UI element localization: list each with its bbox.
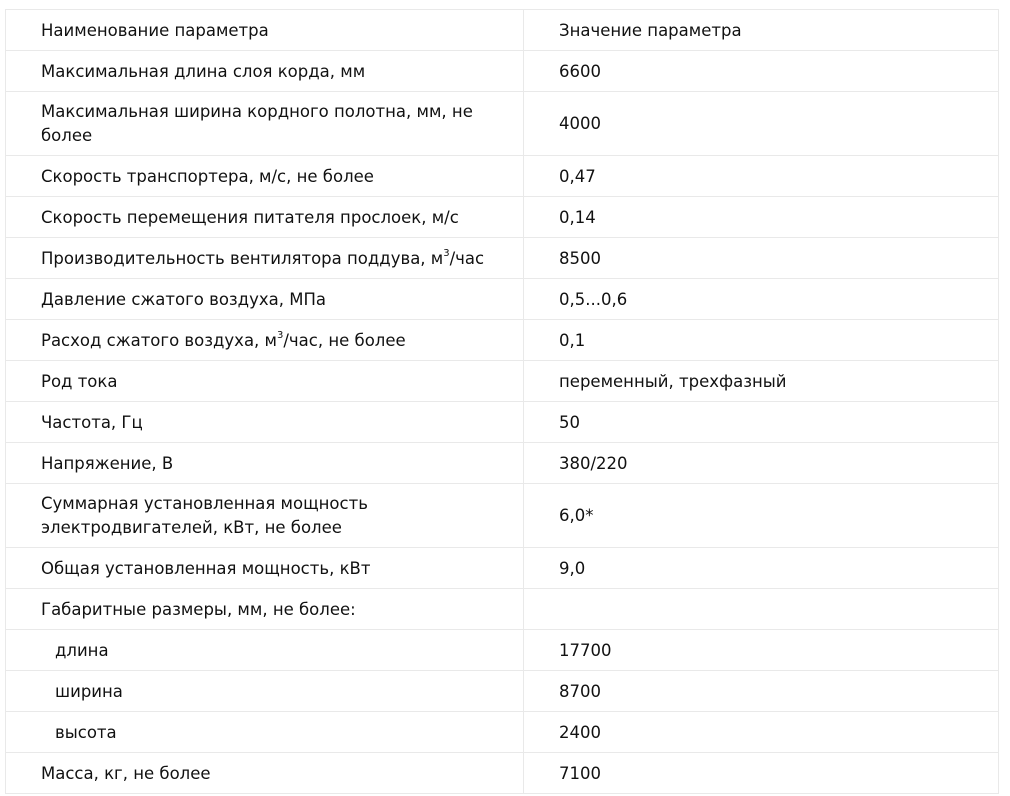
param-name: длина <box>6 630 524 671</box>
param-value: 0,47 <box>524 156 999 197</box>
param-name-suffix: /час <box>449 248 485 268</box>
table-row <box>6 630 999 671</box>
table-row <box>6 402 999 443</box>
param-value: 380/220 <box>524 443 999 484</box>
param-name: Частота, Гц <box>6 402 524 443</box>
param-name: Скорость транспортера, м/с, не более <box>6 156 524 197</box>
param-value: 7100 <box>524 753 999 794</box>
param-name: Напряжение, В <box>6 443 524 484</box>
table-row <box>6 484 999 548</box>
table-row <box>6 92 999 156</box>
param-value <box>524 589 999 630</box>
table-row <box>6 238 999 279</box>
param-name: высота <box>6 712 524 753</box>
param-value: 2400 <box>524 712 999 753</box>
header-value-cell: Значение параметра <box>524 10 999 51</box>
table-row <box>6 443 999 484</box>
param-value: 0,1 <box>524 320 999 361</box>
table-row <box>6 671 999 712</box>
table-row <box>6 279 999 320</box>
param-name-prefix: Расход сжатого воздуха, м <box>41 330 277 350</box>
param-value: 6600 <box>524 51 999 92</box>
param-name: Общая установленная мощность, кВт <box>6 548 524 589</box>
param-value: 0,5...0,6 <box>524 279 999 320</box>
param-value: 4000 <box>524 92 999 156</box>
header-name-cell: Наименование параметра <box>6 10 524 51</box>
table-header-row <box>6 10 999 51</box>
param-value: 8700 <box>524 671 999 712</box>
param-name: Скорость перемещения питателя прослоек, м/с <box>6 197 524 238</box>
param-value: 17700 <box>524 630 999 671</box>
table-row <box>6 589 999 630</box>
param-name-prefix: Производительность вентилятора поддува, м <box>41 248 444 268</box>
table-row <box>6 361 999 402</box>
param-name: Давление сжатого воздуха, МПа <box>6 279 524 320</box>
table-row <box>6 320 999 361</box>
param-name: Габаритные размеры, мм, не более: <box>6 589 524 630</box>
table-row <box>6 197 999 238</box>
param-value: 50 <box>524 402 999 443</box>
param-value: 0,14 <box>524 197 999 238</box>
param-name <box>6 238 524 279</box>
param-value: переменный, трехфазный <box>524 361 999 402</box>
table-row <box>6 753 999 794</box>
table-row <box>6 51 999 92</box>
param-name: Максимальная длина слоя корда, мм <box>6 51 524 92</box>
param-name: ширина <box>6 671 524 712</box>
param-name-suffix: /час, не более <box>283 330 406 350</box>
superscript-exponent: 3 <box>443 248 450 259</box>
param-value: 8500 <box>524 238 999 279</box>
parameters-table <box>5 9 999 794</box>
table-row <box>6 712 999 753</box>
param-name: Масса, кг, не более <box>6 753 524 794</box>
param-name: Максимальная ширина кордного полотна, мм, не более <box>6 92 524 156</box>
parameters-table-container <box>5 9 998 794</box>
param-name: Род тока <box>6 361 524 402</box>
param-name <box>6 320 524 361</box>
table-row <box>6 548 999 589</box>
superscript-exponent: 3 <box>277 330 284 341</box>
param-value: 9,0 <box>524 548 999 589</box>
param-name: Суммарная установленная мощность электродвигателей, кВт, не более <box>6 484 524 548</box>
param-value: 6,0* <box>524 484 999 548</box>
table-row <box>6 156 999 197</box>
